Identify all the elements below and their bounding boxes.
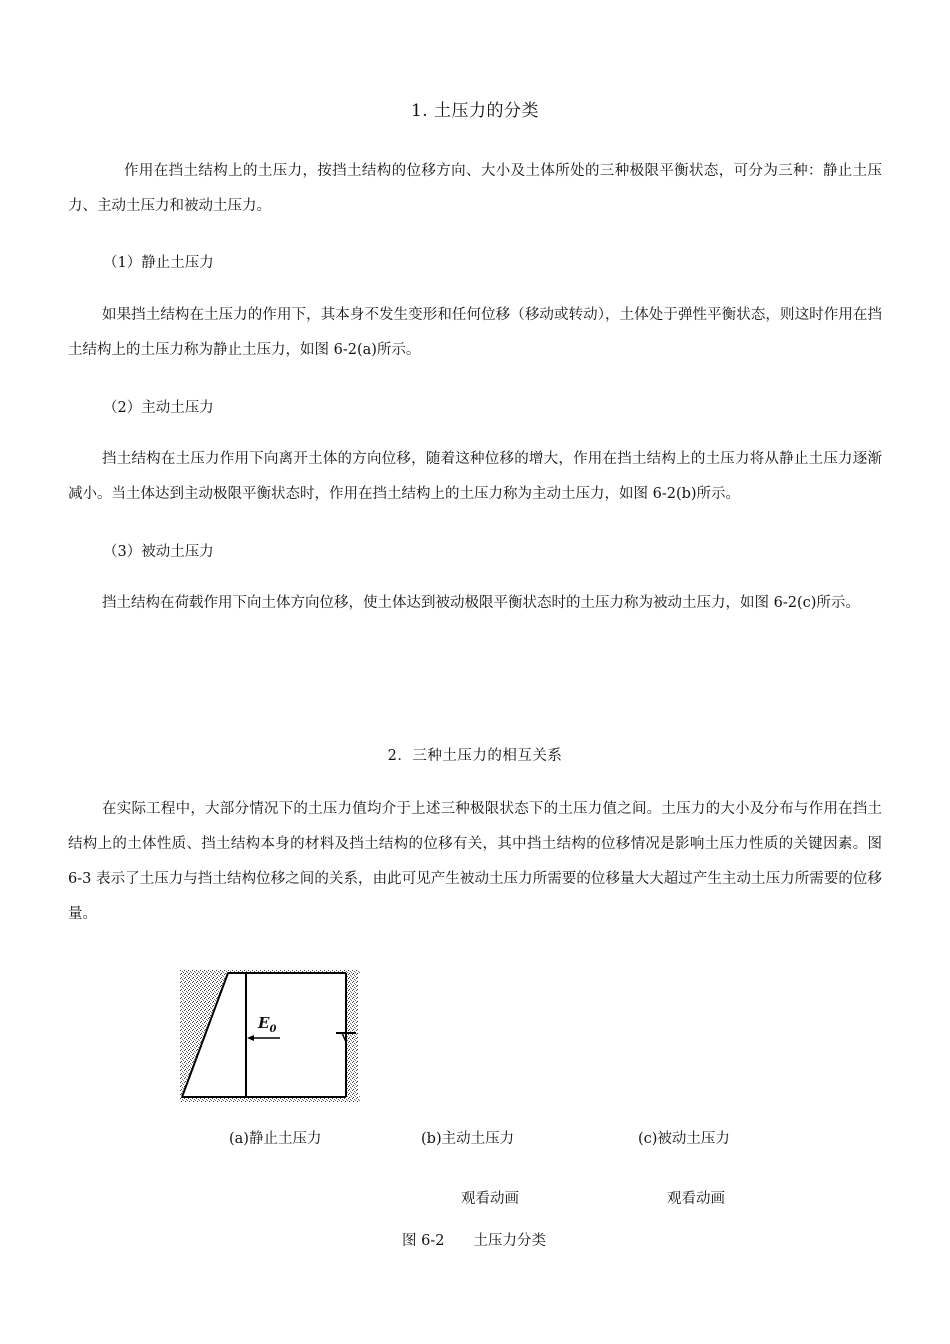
caption-a: (a)静止土压力 [229, 1131, 322, 1147]
section2-text: 在实际工程中，大部分情况下的土压力值均介于上述三种极限状态下的土压力值之间。土压力的大小及分布与作用在挡土结构上的土体性质、挡土结构本身的材料及挡土结构的位移有关，其中挡土结构的位移情况是影响土压力性质的关键因素。图 6-3 表示了土压力与挡土结构位移之间的关系，由此可见产生被动土压力所需要的位移量大大超过产生主动土压力所需要的位移量。 [68, 801, 882, 922]
figure-title: 图 6-2 土压力分类 [402, 1233, 546, 1249]
text-passive-pressure: 挡土结构在荷载作用下向土体方向位移，使土体达到被动极限平衡状态时的土压力称为被动土压力，如图 6-2(c)所示。 [102, 595, 860, 611]
caption-c: (c)被动土压力 [638, 1131, 730, 1147]
e0-label-sub: 0 [269, 1024, 277, 1035]
watch-animation-link-b[interactable]: 观看动画 [461, 1191, 519, 1207]
e0-label-main: E [258, 1014, 270, 1032]
section2-title: 2．三种土压力的相互关系 [387, 748, 563, 764]
figure-static-pressure [180, 970, 360, 1102]
static-pressure-diagram-icon [180, 970, 360, 1102]
caption-b: (b)主动土压力 [421, 1131, 515, 1147]
watch-animation-link-c[interactable]: 观看动画 [667, 1191, 725, 1207]
heading-static-pressure: （1）静止土压力 [103, 255, 214, 271]
heading-active-pressure: （2）主动土压力 [103, 400, 214, 416]
text-active-pressure: 挡土结构在土压力作用下向离开土体的方向位移，随着这种位移的增大，作用在挡土结构上的土压力将从静止土压力逐渐减小。当土体达到主动极限平衡状态时，作用在挡土结构上的土压力称为主动土压力，如图 6-2(b)所示。 [68, 451, 882, 502]
e0-label [258, 1014, 276, 1035]
section1-title: 1. 土压力的分类 [410, 101, 540, 121]
text-static-pressure: 如果挡土结构在土压力的作用下，其本身不发生变形和任何位移（移动或转动），土体处于弹性平衡状态，则这时作用在挡土结构上的土压力称为静止土压力，如图 6-2(a)所示。 [68, 307, 882, 358]
heading-passive-pressure: （3）被动土压力 [103, 544, 214, 560]
section1-intro: 作用在挡土结构上的土压力，按挡土结构的位移方向、大小及土体所处的三种极限平衡状态，可分为三种：静止土压力、主动土压力和被动土压力。 [68, 163, 882, 214]
